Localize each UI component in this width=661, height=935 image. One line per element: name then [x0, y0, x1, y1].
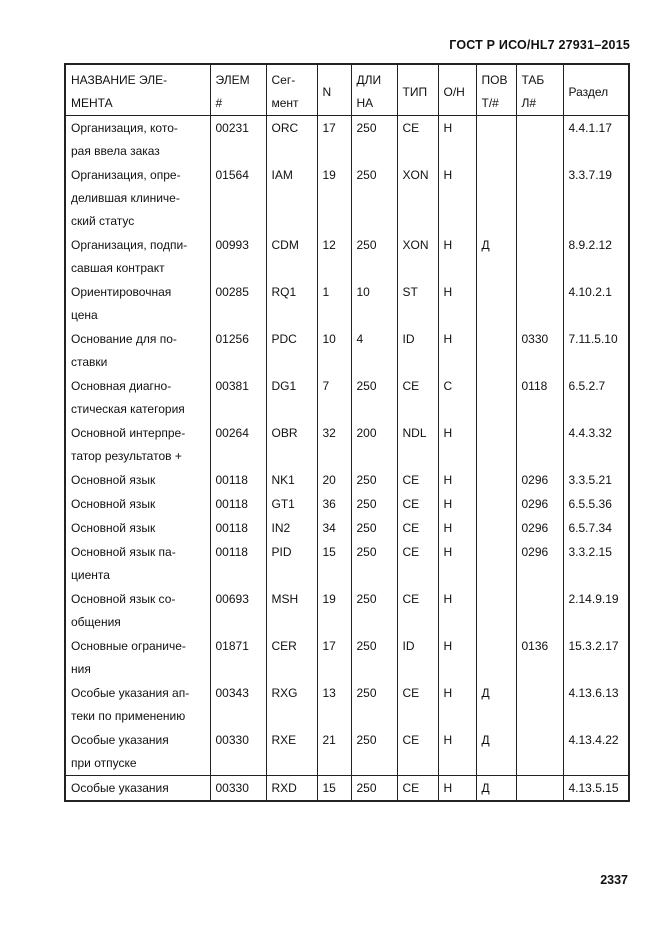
element-name-cell: [65, 280, 210, 327]
col-length-header: [351, 64, 397, 116]
element-name-line: Ориентировочная: [71, 285, 172, 299]
optionality-cell: Н: [438, 516, 476, 540]
element-number-cell: 01871: [210, 634, 266, 681]
table-number-cell: 0296: [516, 516, 563, 540]
optionality-cell: Н: [438, 492, 476, 516]
table-number-cell: [516, 116, 563, 164]
table-number-cell: [516, 681, 563, 728]
element-name-cell: [65, 776, 210, 802]
sequence-cell: 32: [317, 421, 351, 468]
element-name-cell: [65, 163, 210, 233]
table-row: [65, 280, 629, 327]
element-number-cell: 00693: [210, 587, 266, 634]
segment-cell: NK1: [266, 468, 317, 492]
repeat-cell: [476, 587, 516, 634]
section-cell: 3.3.7.19: [563, 163, 629, 233]
length-cell: 4: [351, 327, 397, 374]
data-type-cell: CE: [397, 516, 438, 540]
table-number-cell: [516, 163, 563, 233]
optionality-cell: Н: [438, 327, 476, 374]
section-cell: 2.14.9.19: [563, 587, 629, 634]
section-cell: 4.13.5.15: [563, 776, 629, 802]
length-cell: 250: [351, 163, 397, 233]
optionality-cell: Н: [438, 587, 476, 634]
element-number-cell: 00118: [210, 516, 266, 540]
optionality-cell: Н: [438, 540, 476, 587]
repeat-cell: Д: [476, 681, 516, 728]
element-name-line: Особые указания ап-: [71, 686, 190, 700]
element-number-cell: 00264: [210, 421, 266, 468]
segment-cell: ORC: [266, 116, 317, 164]
sequence-cell: 21: [317, 728, 351, 776]
element-name-line: теки по применению: [71, 709, 186, 723]
segment-cell: RXG: [266, 681, 317, 728]
table-row: [65, 421, 629, 468]
col-n-header: [317, 64, 351, 116]
element-name-line: Особые указания: [71, 781, 169, 795]
data-type-cell: CE: [397, 728, 438, 776]
repeat-cell: [476, 280, 516, 327]
section-cell: 15.3.2.17: [563, 634, 629, 681]
element-name-line: ский статус: [71, 214, 135, 228]
header-text: мент: [271, 96, 299, 110]
document-header: ГОСТ Р ИСО/HL7 27931–2015: [449, 38, 630, 52]
element-number-cell: 00231: [210, 116, 266, 164]
header-text: #: [215, 96, 223, 110]
repeat-cell: [476, 163, 516, 233]
element-name-cell: [65, 327, 210, 374]
section-cell: 8.9.2.12: [563, 233, 629, 280]
optionality-cell: Н: [438, 233, 476, 280]
segment-cell: CER: [266, 634, 317, 681]
header-text: Сег-: [271, 73, 296, 87]
header-text: НАЗВАНИЕ ЭЛЕ-: [71, 73, 168, 87]
length-cell: 250: [351, 587, 397, 634]
repeat-cell: [476, 327, 516, 374]
element-name-line: общения: [71, 615, 121, 629]
page-number: 2337: [600, 873, 628, 887]
sequence-cell: 7: [317, 374, 351, 421]
sequence-cell: 17: [317, 634, 351, 681]
segment-cell: PDC: [266, 327, 317, 374]
element-name-line: татор результатов +: [71, 449, 182, 463]
table-row: [65, 776, 629, 802]
length-cell: 250: [351, 776, 397, 802]
element-name-line: Основной язык: [71, 497, 156, 511]
section-cell: 4.10.2.1: [563, 280, 629, 327]
length-cell: 250: [351, 634, 397, 681]
element-number-cell: 00118: [210, 468, 266, 492]
header-text: Л#: [521, 96, 537, 110]
element-number-cell: 00330: [210, 728, 266, 776]
data-type-cell: ST: [397, 280, 438, 327]
table-number-cell: 0118: [516, 374, 563, 421]
length-cell: 250: [351, 233, 397, 280]
table-row: [65, 540, 629, 587]
repeat-cell: [476, 540, 516, 587]
element-number-cell: 00118: [210, 540, 266, 587]
table-number-cell: [516, 233, 563, 280]
col-type-header: [397, 64, 438, 116]
data-type-cell: XON: [397, 233, 438, 280]
optionality-cell: Н: [438, 116, 476, 164]
element-name-line: савшая контракт: [71, 261, 165, 275]
length-cell: 250: [351, 116, 397, 164]
element-name-line: Основной язык со-: [71, 592, 176, 606]
sequence-cell: 34: [317, 516, 351, 540]
table-row: [65, 163, 629, 233]
section-cell: 4.13.4.22: [563, 728, 629, 776]
optionality-cell: Н: [438, 634, 476, 681]
element-name-line: Основной язык: [71, 521, 156, 535]
table-row: [65, 327, 629, 374]
header-text: ТИП: [402, 84, 428, 99]
segment-cell: RXD: [266, 776, 317, 802]
element-number-cell: 00993: [210, 233, 266, 280]
element-number-cell: 00381: [210, 374, 266, 421]
element-name-cell: [65, 728, 210, 776]
sequence-cell: 12: [317, 233, 351, 280]
table-number-cell: 0296: [516, 468, 563, 492]
segment-cell: CDM: [266, 233, 317, 280]
element-name-line: делившая клиниче-: [71, 191, 180, 205]
element-name-line: стическая категория: [71, 402, 185, 416]
table-row: [65, 116, 629, 164]
section-cell: 4.13.6.13: [563, 681, 629, 728]
data-type-cell: CE: [397, 540, 438, 587]
element-number-cell: 00330: [210, 776, 266, 802]
header-text: N: [322, 84, 332, 99]
sequence-cell: 13: [317, 681, 351, 728]
sequence-cell: 1: [317, 280, 351, 327]
table-row: [65, 728, 629, 776]
repeat-cell: [476, 492, 516, 516]
optionality-cell: Н: [438, 728, 476, 776]
element-name-cell: [65, 681, 210, 728]
length-cell: 250: [351, 468, 397, 492]
col-element-name-header: [65, 64, 210, 116]
section-cell: 3.3.2.15: [563, 540, 629, 587]
table-number-cell: [516, 728, 563, 776]
header-text: ПОВ: [481, 73, 508, 87]
data-type-cell: XON: [397, 163, 438, 233]
section-cell: 6.5.2.7: [563, 374, 629, 421]
element-name-cell: [65, 468, 210, 492]
table-row: [65, 634, 629, 681]
data-type-cell: ID: [397, 634, 438, 681]
data-elements-table: [64, 63, 630, 802]
data-type-cell: CE: [397, 587, 438, 634]
header-text: НА: [356, 96, 374, 110]
element-name-cell: [65, 374, 210, 421]
data-type-cell: CE: [397, 492, 438, 516]
segment-cell: OBR: [266, 421, 317, 468]
element-name-line: циента: [71, 568, 110, 582]
col-section-header: [563, 64, 629, 116]
element-name-line: ния: [71, 662, 91, 676]
repeat-cell: [476, 116, 516, 164]
element-name-line: Основание для по-: [71, 332, 177, 346]
segment-cell: RQ1: [266, 280, 317, 327]
element-name-cell: [65, 492, 210, 516]
segment-cell: IAM: [266, 163, 317, 233]
segment-cell: GT1: [266, 492, 317, 516]
col-optionality-header: [438, 64, 476, 116]
table-number-cell: [516, 421, 563, 468]
table-number-cell: 0136: [516, 634, 563, 681]
table-row: [65, 587, 629, 634]
sequence-cell: 36: [317, 492, 351, 516]
col-repeat-header: [476, 64, 516, 116]
sequence-cell: 15: [317, 776, 351, 802]
table-number-cell: 0296: [516, 492, 563, 516]
data-type-cell: CE: [397, 374, 438, 421]
segment-cell: IN2: [266, 516, 317, 540]
element-name-cell: [65, 116, 210, 164]
header-text: О/Н: [443, 84, 465, 99]
repeat-cell: [476, 634, 516, 681]
element-number-cell: 00343: [210, 681, 266, 728]
table-header-row: [65, 64, 629, 116]
section-cell: 4.4.3.32: [563, 421, 629, 468]
element-name-line: Организация, подпи-: [71, 238, 188, 252]
repeat-cell: [476, 468, 516, 492]
table-row: [65, 233, 629, 280]
section-cell: 6.5.7.34: [563, 516, 629, 540]
element-name-cell: [65, 516, 210, 540]
sequence-cell: 15: [317, 540, 351, 587]
length-cell: 10: [351, 280, 397, 327]
repeat-cell: [476, 374, 516, 421]
element-number-cell: 01256: [210, 327, 266, 374]
header-text: МЕНТА: [71, 96, 113, 110]
table-row: [65, 492, 629, 516]
sequence-cell: 17: [317, 116, 351, 164]
table-row: [65, 468, 629, 492]
element-name-cell: [65, 540, 210, 587]
segment-cell: RXE: [266, 728, 317, 776]
section-cell: 4.4.1.17: [563, 116, 629, 164]
segment-cell: PID: [266, 540, 317, 587]
col-segment-header: [266, 64, 317, 116]
data-type-cell: CE: [397, 468, 438, 492]
sequence-cell: 19: [317, 587, 351, 634]
header-text: ТАБ: [521, 73, 545, 87]
sequence-cell: 20: [317, 468, 351, 492]
segment-cell: DG1: [266, 374, 317, 421]
header-text: ЭЛЕМ: [215, 73, 250, 87]
element-name-line: Основная диагно-: [71, 379, 172, 393]
col-table-header: [516, 64, 563, 116]
table-number-cell: [516, 776, 563, 802]
length-cell: 250: [351, 516, 397, 540]
section-cell: 3.3.5.21: [563, 468, 629, 492]
optionality-cell: Н: [438, 163, 476, 233]
element-number-cell: 00118: [210, 492, 266, 516]
element-name-cell: [65, 233, 210, 280]
table-row: [65, 681, 629, 728]
element-name-line: Основной язык па-: [71, 545, 176, 559]
length-cell: 250: [351, 681, 397, 728]
section-cell: 7.11.5.10: [563, 327, 629, 374]
element-name-cell: [65, 634, 210, 681]
element-name-line: ставки: [71, 355, 108, 369]
length-cell: 200: [351, 421, 397, 468]
table-row: [65, 516, 629, 540]
repeat-cell: Д: [476, 233, 516, 280]
repeat-cell: Д: [476, 728, 516, 776]
element-name-cell: [65, 587, 210, 634]
repeat-cell: Д: [476, 776, 516, 802]
optionality-cell: Н: [438, 776, 476, 802]
length-cell: 250: [351, 374, 397, 421]
segment-cell: MSH: [266, 587, 317, 634]
element-name-line: Организация, кото-: [71, 121, 178, 135]
length-cell: 250: [351, 728, 397, 776]
data-type-cell: CE: [397, 116, 438, 164]
element-name-line: Основные ограниче-: [71, 639, 186, 653]
section-cell: 6.5.5.36: [563, 492, 629, 516]
header-text: ДЛИ: [356, 73, 382, 87]
element-name-line: рая ввела заказ: [71, 144, 160, 158]
element-name-line: Особые указания: [71, 733, 169, 747]
table-number-cell: 0330: [516, 327, 563, 374]
data-type-cell: ID: [397, 327, 438, 374]
col-element-number-header: [210, 64, 266, 116]
element-name-line: цена: [71, 308, 98, 322]
optionality-cell: Н: [438, 421, 476, 468]
element-name-line: при отпуске: [71, 756, 137, 770]
header-text: Т/#: [481, 96, 499, 110]
element-number-cell: 01564: [210, 163, 266, 233]
repeat-cell: [476, 516, 516, 540]
sequence-cell: 10: [317, 327, 351, 374]
element-name-line: Организация, опре-: [71, 168, 181, 182]
data-type-cell: CE: [397, 776, 438, 802]
element-number-cell: 00285: [210, 280, 266, 327]
table-row: [65, 374, 629, 421]
data-type-cell: NDL: [397, 421, 438, 468]
table-number-cell: 0296: [516, 540, 563, 587]
header-text: Раздел: [568, 84, 609, 99]
repeat-cell: [476, 421, 516, 468]
optionality-cell: Н: [438, 280, 476, 327]
table-number-cell: [516, 280, 563, 327]
optionality-cell: С: [438, 374, 476, 421]
element-name-line: Основной интерпре-: [71, 426, 186, 440]
element-name-cell: [65, 421, 210, 468]
optionality-cell: Н: [438, 468, 476, 492]
length-cell: 250: [351, 492, 397, 516]
optionality-cell: Н: [438, 681, 476, 728]
element-name-line: Основной язык: [71, 473, 156, 487]
length-cell: 250: [351, 540, 397, 587]
table-number-cell: [516, 587, 563, 634]
sequence-cell: 19: [317, 163, 351, 233]
data-type-cell: CE: [397, 681, 438, 728]
